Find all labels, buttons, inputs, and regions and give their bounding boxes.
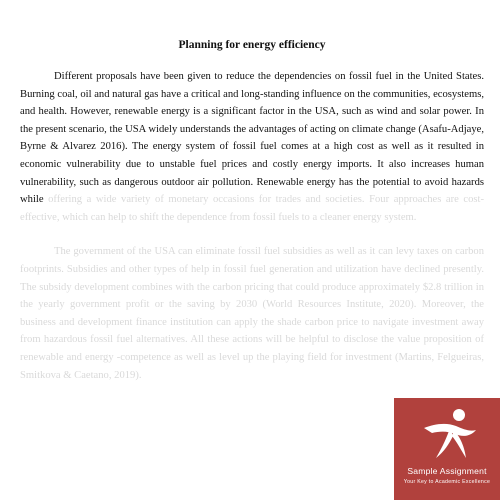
abstract-person-logo-icon	[416, 406, 480, 462]
watermark-tagline: Your Key to Academic Excellence	[403, 479, 491, 485]
paragraph-1-visible-text: Different proposals have been given to reduce the dependencies on fossil fuel in the United States. Burning coal, oil and natural gas have a critical and long-standing influence on the communities, ecosystems, and health. However, renewable energy is a significant factor in the USA, such as wind and solar power. In the present scenario, the USA widely understands the advantages of acting on climate change (Asafu-Adjaye, Byrne & Alvarez 2016). The energy system of fossil fuel comes at a high cost as well as it resulted in economic vulnerability due to unstable fuel prices and costly energy imports. It also increases human vulnerability, such as dangerous outdoor air pollution. Renewable energy has the potential to avoid hazards while	[20, 71, 484, 206]
sample-assignment-watermark-badge	[394, 398, 500, 500]
document-title: Planning for energy efficiency	[178, 39, 326, 51]
paragraph-1	[20, 68, 484, 226]
paragraph-gap	[20, 226, 484, 243]
paragraph-1-faded-text: offering a wide variety of monetary occasions for trades and societies. Four approaches are cost-effective, which can help to shift the dependence from fossil fuels to a cleaner energy system.	[20, 194, 484, 223]
watermark-brand-name: Sample Assignment	[407, 466, 487, 476]
paragraph-2: The government of the USA can eliminate fossil fuel subsidies as well as it can levy taxes on carbon footprints. Subsidies and other types of help in fossil fuel generation and utilization have declined presently. The subsidy development combines with the carbon pricing that could produce approximately $2.8 trillion in the yearly government profit or the saving by 2030 (World Resources Institute, 2020). Moreover, the business and development finance institution can apply the shade carbon price to navigate investment away from hazardous fossil fuel alternatives. All these actions will be helpful to disclose the value proposition of renewable and energy -competence as well as level up the playing field for investment (Martins, Felgueiras, Smitkova & Caetano, 2019).	[20, 246, 484, 381]
